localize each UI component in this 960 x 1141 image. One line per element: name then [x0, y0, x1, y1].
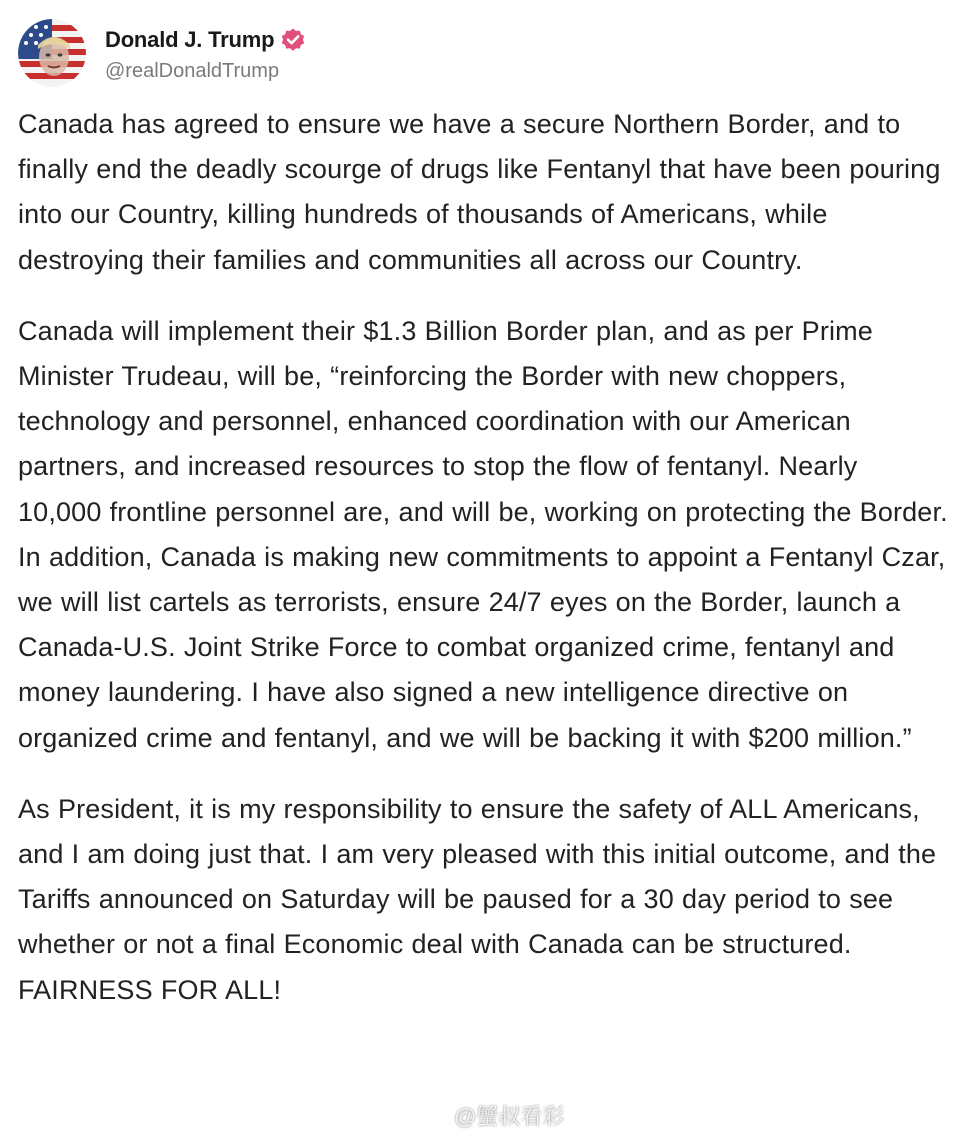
author-identity: [105, 23, 306, 83]
post-paragraph: Canada has agreed to ensure we have a secure Northern Border, and to finally end the deadly scourge of drugs like Fentanyl that have been pouring into our Country, killing hundreds of thousands of Americans, while destroying their families and communities all across our Country.: [18, 109, 941, 275]
watermark: [420, 1100, 564, 1131]
weibo-icon: [420, 1103, 450, 1129]
post-paragraph: As President, it is my responsibility to ensure the safety of ALL Americans, and I am doing just that. I am very pleased with this initial outcome, and the Tariffs announced on Saturday will be paused for a 30 day period to see whether or not a final Economic deal with Canada can be structured. FAIRNESS FOR ALL!: [18, 793, 937, 1005]
author-display-name[interactable]: Donald J. Trump: [105, 27, 275, 52]
author-name-row: [105, 23, 306, 57]
author-handle[interactable]: @realDonaldTrump: [105, 60, 280, 82]
profile-avatar-icon: [18, 19, 86, 87]
bottom-edge: [0, 1128, 960, 1141]
post-body: [18, 102, 948, 1039]
watermark-text: @蟹叔看彩: [454, 1104, 565, 1129]
verified-badge-icon: [280, 27, 306, 53]
post-paragraph: Canada will implement their $1.3 Billion Border plan, and as per Prime Minister Trudeau, will be, “reinforcing the Border with new choppers, technology and personnel, enhanced coordination with our American partners, and increased resources to stop the flow of fentanyl. Nearly 10,000 frontline personnel are, and will be, working on protecting the Border. In addition, Canada is making new commitments to appoint a Fentanyl Czar, we will list cartels as terrorists, ensure 24/7 eyes on the Border, launch a Canada-U.S. Joint Strike Force to combat organized crime, fentanyl and money laundering. I have also signed a new intelligence directive on organized crime and fentanyl, and we will be backing it with $200 million.”: [18, 315, 948, 753]
post-header: [18, 18, 306, 88]
avatar[interactable]: [18, 19, 86, 87]
